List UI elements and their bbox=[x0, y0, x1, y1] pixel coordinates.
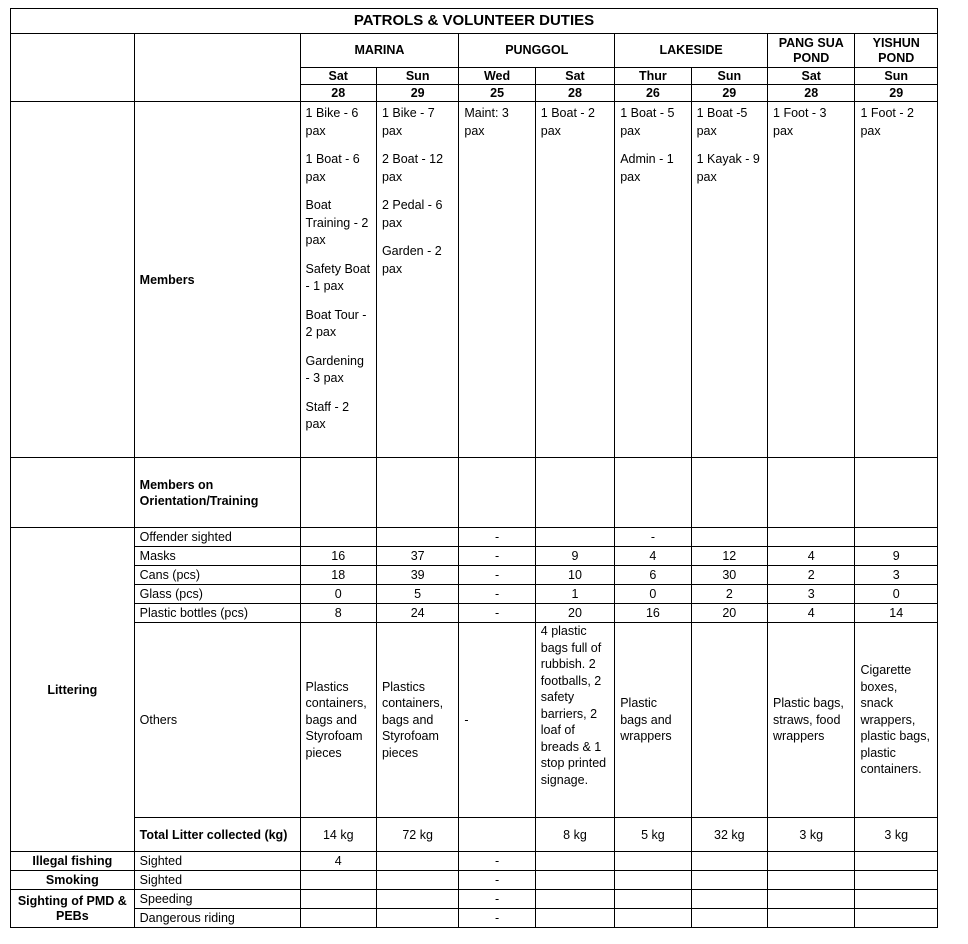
litter-value: 0 bbox=[855, 585, 938, 604]
member-entry: 2 Pedal - 6 pax bbox=[381, 198, 443, 230]
total-litter-value: 14 kg bbox=[300, 818, 376, 852]
member-entry: Staff - 2 pax bbox=[305, 399, 350, 431]
member-entry: Garden - 2 pax bbox=[381, 244, 442, 276]
members-section-cell bbox=[11, 102, 135, 458]
members-cell bbox=[376, 102, 458, 458]
location-header: PUNGGOL bbox=[459, 34, 615, 68]
litter-value: - bbox=[459, 604, 535, 623]
total-litter-value: 32 kg bbox=[691, 818, 767, 852]
orientation-cell bbox=[376, 458, 458, 528]
pmd-value bbox=[300, 909, 376, 928]
pmd-value bbox=[855, 890, 938, 909]
litter-value: 6 bbox=[615, 566, 691, 585]
others-value: Plastics containers, bags and Styrofoam pieces bbox=[300, 623, 376, 818]
pmd-value bbox=[691, 890, 767, 909]
litter-value bbox=[855, 528, 938, 547]
illegal-fishing-value bbox=[691, 852, 767, 871]
day-header: Sun bbox=[691, 68, 767, 85]
litter-value: 0 bbox=[300, 585, 376, 604]
pmd-value: - bbox=[459, 890, 535, 909]
members-cell bbox=[855, 102, 938, 458]
litter-value bbox=[691, 528, 767, 547]
member-entry: Boat Training - 2 pax bbox=[305, 198, 369, 247]
total-litter-value: 8 kg bbox=[535, 818, 614, 852]
litter-row-label: Plastic bottles (pcs) bbox=[134, 604, 300, 623]
litter-value: 16 bbox=[615, 604, 691, 623]
others-value: Plastic bags, straws, food wrappers bbox=[768, 623, 855, 818]
illegal-fishing-value: - bbox=[459, 852, 535, 871]
litter-value bbox=[768, 528, 855, 547]
litter-value: 3 bbox=[768, 585, 855, 604]
pmd-row-label: Speeding bbox=[134, 890, 300, 909]
litter-value: - bbox=[459, 566, 535, 585]
litter-value: 20 bbox=[691, 604, 767, 623]
total-litter-value bbox=[459, 818, 535, 852]
litter-value: 10 bbox=[535, 566, 614, 585]
date-header: 29 bbox=[691, 85, 767, 102]
litter-value: 2 bbox=[691, 585, 767, 604]
others-value: - bbox=[459, 623, 535, 818]
litter-value: 12 bbox=[691, 547, 767, 566]
litter-row-label: Masks bbox=[134, 547, 300, 566]
litter-value: - bbox=[459, 547, 535, 566]
litter-value: 14 bbox=[855, 604, 938, 623]
smoking-value bbox=[691, 871, 767, 890]
smoking-sub: Sighted bbox=[134, 871, 300, 890]
location-header: PANG SUA POND bbox=[768, 34, 855, 68]
member-entry: 1 Bike - 7 pax bbox=[381, 106, 435, 138]
total-litter-label: Total Litter collected (kg) bbox=[134, 818, 300, 852]
members-cell bbox=[459, 102, 535, 458]
blank-corner bbox=[11, 34, 135, 102]
member-entry: 1 Kayak - 9 pax bbox=[696, 152, 760, 184]
orientation-cell bbox=[768, 458, 855, 528]
orientation-cell bbox=[615, 458, 691, 528]
member-entry: 1 Foot - 2 pax bbox=[860, 106, 914, 138]
date-header: 29 bbox=[376, 85, 458, 102]
members-cell bbox=[768, 102, 855, 458]
litter-value: 39 bbox=[376, 566, 458, 585]
location-header: MARINA bbox=[300, 34, 459, 68]
pmd-value bbox=[615, 890, 691, 909]
smoking-value bbox=[376, 871, 458, 890]
orientation-cell bbox=[300, 458, 376, 528]
litter-value: 16 bbox=[300, 547, 376, 566]
orientation-cell bbox=[459, 458, 535, 528]
smoking-value bbox=[855, 871, 938, 890]
pmd-value bbox=[376, 890, 458, 909]
member-entry: Gardening - 3 pax bbox=[305, 353, 364, 385]
members-cell bbox=[535, 102, 614, 458]
litter-value bbox=[376, 528, 458, 547]
smoking-value bbox=[535, 871, 614, 890]
member-entry: 1 Boat - 6 pax bbox=[305, 152, 360, 184]
orientation-cell bbox=[691, 458, 767, 528]
litter-value: - bbox=[459, 585, 535, 604]
member-entry: 1 Foot - 3 pax bbox=[773, 106, 827, 138]
illegal-fishing-value bbox=[855, 852, 938, 871]
smoking-value bbox=[768, 871, 855, 890]
date-header: 28 bbox=[300, 85, 376, 102]
location-header: LAKESIDE bbox=[615, 34, 768, 68]
member-entry: Boat Tour - 2 pax bbox=[305, 307, 367, 339]
day-header: Sun bbox=[376, 68, 458, 85]
litter-value: 37 bbox=[376, 547, 458, 566]
date-header: 25 bbox=[459, 85, 535, 102]
member-entry: 1 Boat - 2 pax bbox=[540, 106, 595, 138]
total-litter-value: 5 kg bbox=[615, 818, 691, 852]
pmd-value bbox=[535, 890, 614, 909]
pmd-row-label: Dangerous riding bbox=[134, 909, 300, 928]
others-value: Plastics containers, bags and Styrofoam pieces bbox=[376, 623, 458, 818]
litter-value: 4 bbox=[768, 547, 855, 566]
illegal-fishing-value bbox=[768, 852, 855, 871]
illegal-fishing-value bbox=[376, 852, 458, 871]
litter-value: 5 bbox=[376, 585, 458, 604]
pmd-value: - bbox=[459, 909, 535, 928]
litter-value: - bbox=[615, 528, 691, 547]
member-entry: Admin - 1 pax bbox=[620, 152, 674, 184]
day-header: Sat bbox=[535, 68, 614, 85]
litter-value: 30 bbox=[691, 566, 767, 585]
others-value bbox=[691, 623, 767, 818]
blank-corner-2 bbox=[134, 34, 300, 102]
illegal-fishing-label: Illegal fishing bbox=[11, 852, 135, 871]
litter-value: 4 bbox=[768, 604, 855, 623]
litter-value: 9 bbox=[535, 547, 614, 566]
litter-value bbox=[535, 528, 614, 547]
member-entry: 2 Boat - 12 pax bbox=[381, 152, 444, 184]
illegal-fishing-value: 4 bbox=[300, 852, 376, 871]
smoking-label: Smoking bbox=[11, 871, 135, 890]
others-value: Plastic bags and wrappers bbox=[615, 623, 691, 818]
member-entry: 1 Boat -5 pax bbox=[696, 106, 748, 138]
littering-label: Littering bbox=[11, 528, 135, 852]
members-cell bbox=[691, 102, 767, 458]
pmd-label: Sighting of PMD & PEBs bbox=[11, 890, 135, 928]
total-litter-value: 3 kg bbox=[855, 818, 938, 852]
litter-value: 8 bbox=[300, 604, 376, 623]
litter-row-label: Cans (pcs) bbox=[134, 566, 300, 585]
litter-value: 1 bbox=[535, 585, 614, 604]
pmd-value bbox=[300, 890, 376, 909]
illegal-fishing-sub: Sighted bbox=[134, 852, 300, 871]
pmd-value bbox=[768, 890, 855, 909]
litter-value: - bbox=[459, 528, 535, 547]
orientation-cell bbox=[855, 458, 938, 528]
orientation-section-cell bbox=[11, 458, 135, 528]
pmd-value bbox=[768, 909, 855, 928]
orientation-cell bbox=[535, 458, 614, 528]
orientation-label: Members on Orientation/Training bbox=[134, 458, 300, 528]
member-entry: 1 Boat - 5 pax bbox=[620, 106, 675, 138]
smoking-value bbox=[615, 871, 691, 890]
location-header: YISHUN POND bbox=[855, 34, 938, 68]
pmd-value bbox=[535, 909, 614, 928]
litter-value: 0 bbox=[615, 585, 691, 604]
day-header: Sat bbox=[768, 68, 855, 85]
member-entry: Safety Boat - 1 pax bbox=[305, 261, 371, 293]
litter-row-label: Offender sighted bbox=[134, 528, 300, 547]
total-litter-value: 72 kg bbox=[376, 818, 458, 852]
litter-value: 18 bbox=[300, 566, 376, 585]
table-title: PATROLS & VOLUNTEER DUTIES bbox=[11, 9, 938, 34]
member-entry: 1 Bike - 6 pax bbox=[305, 106, 359, 138]
day-header: Sun bbox=[855, 68, 938, 85]
litter-row-label: Glass (pcs) bbox=[134, 585, 300, 604]
pmd-value bbox=[855, 909, 938, 928]
litter-value: 4 bbox=[615, 547, 691, 566]
illegal-fishing-value bbox=[535, 852, 614, 871]
day-header: Wed bbox=[459, 68, 535, 85]
members-cell bbox=[300, 102, 376, 458]
smoking-value: - bbox=[459, 871, 535, 890]
pmd-value bbox=[376, 909, 458, 928]
day-header: Sat bbox=[300, 68, 376, 85]
member-entry: Maint: 3 pax bbox=[464, 106, 509, 138]
litter-value: 2 bbox=[768, 566, 855, 585]
litter-value bbox=[300, 528, 376, 547]
pmd-value bbox=[615, 909, 691, 928]
others-value: 4 plastic bags full of rubbish. 2 footballs, 2 safety barriers, 2 loaf of breads & 1 stop printed signage. bbox=[535, 623, 614, 818]
others-value: Cigarette boxes, snack wrappers, plastic bags, plastic containers. bbox=[855, 623, 938, 818]
members-cell bbox=[615, 102, 691, 458]
litter-value: 9 bbox=[855, 547, 938, 566]
litter-value: 24 bbox=[376, 604, 458, 623]
members-label: Members bbox=[134, 102, 300, 458]
smoking-value bbox=[300, 871, 376, 890]
illegal-fishing-value bbox=[615, 852, 691, 871]
date-header: 26 bbox=[615, 85, 691, 102]
duties-table bbox=[10, 8, 938, 928]
pmd-value bbox=[691, 909, 767, 928]
date-header: 28 bbox=[768, 85, 855, 102]
total-litter-value: 3 kg bbox=[768, 818, 855, 852]
day-header: Thur bbox=[615, 68, 691, 85]
date-header: 28 bbox=[535, 85, 614, 102]
litter-value: 20 bbox=[535, 604, 614, 623]
litter-value: 3 bbox=[855, 566, 938, 585]
date-header: 29 bbox=[855, 85, 938, 102]
others-label: Others bbox=[134, 623, 300, 818]
